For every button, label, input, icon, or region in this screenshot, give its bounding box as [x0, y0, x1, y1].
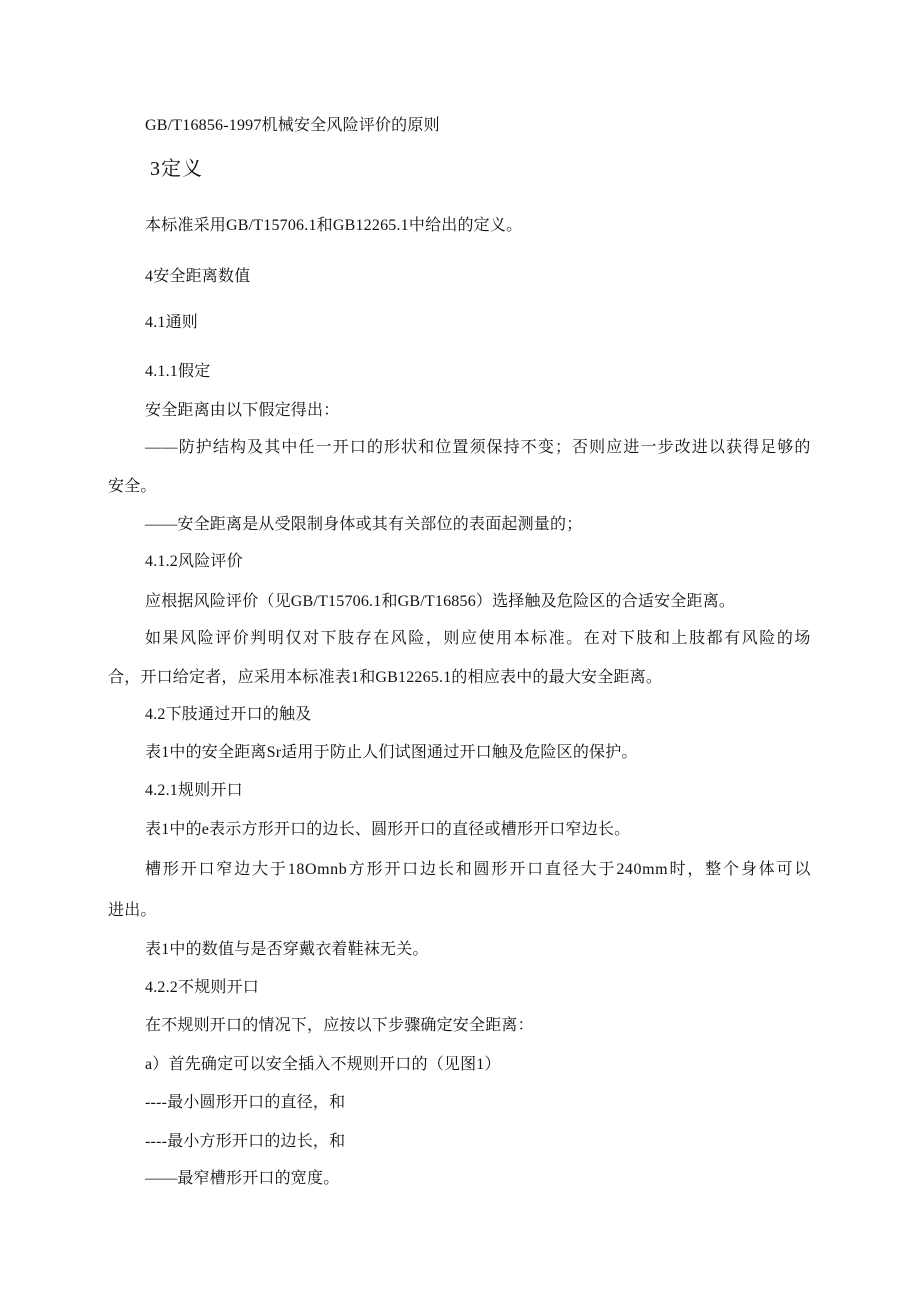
- section-4-2-heading: 4.2下肢通过开口的触及: [145, 706, 312, 723]
- section-4-1-heading: 4.1通则: [145, 314, 199, 331]
- section-4-2-1-paragraph-1: 表1中的e表示方形开口的边长、圆形开口的直径或槽形开口窄边长。: [145, 821, 631, 838]
- section-4-1-1-item-1-continued: 安全。: [108, 478, 157, 495]
- section-4-2-1-paragraph-3: 表1中的数值与是否穿戴衣着鞋袜无关。: [145, 941, 429, 958]
- step-a-item-square: ----最小方形开口的边长，和: [145, 1133, 346, 1150]
- section-4-1-2-paragraph-2: 如果风险评价判明仅对下肢存在风险，则应使用本标准。在对下肢和上肢都有风险的场: [145, 630, 811, 647]
- section-4-1-1-item-1: ——防护结构及其中任一开口的形状和位置须保持不变；否则应进一步改进以获得足够的: [145, 439, 811, 456]
- section-4-2-1-paragraph-2-continued: 进出。: [108, 902, 157, 919]
- section-3-heading: 3定义: [150, 158, 203, 180]
- section-4-1-1-intro: 安全距离由以下假定得出：: [145, 402, 340, 419]
- section-3-body: 本标准采用GB/T15706.1和GB12265.1中给出的定义。: [145, 217, 523, 234]
- section-4-1-2-paragraph-1: 应根据风险评价（见GB/T15706.1和GB/T16856）选择触及危险区的合适安全距离。: [145, 593, 736, 610]
- section-4-2-2-heading: 4.2.2不规则开口: [145, 979, 260, 996]
- step-a-item-circle: ----最小圆形开口的直径，和: [145, 1094, 346, 1111]
- section-4-heading: 4安全距离数值: [145, 268, 251, 285]
- section-4-2-paragraph: 表1中的安全距离Sr适用于防止人们试图通过开口触及危险区的保护。: [145, 744, 638, 761]
- section-4-1-1-item-2: ——安全距离是从受限制身体或其有关部位的表面起测量的；: [145, 516, 583, 533]
- section-4-2-2-step-a: a）首先确定可以安全插入不规则开口的（见图1）: [145, 1056, 501, 1073]
- section-4-1-2-paragraph-2-continued: 合，开口给定者，应采用本标准表1和GB12265.1的相应表中的最大安全距离。: [108, 669, 663, 686]
- section-4-1-1-heading: 4.1.1假定: [145, 363, 211, 380]
- section-4-2-1-heading: 4.2.1规则开口: [145, 782, 243, 799]
- section-4-2-2-paragraph: 在不规则开口的情况下，应按以下步骤确定安全距离：: [145, 1017, 534, 1034]
- step-a-item-slot: ——最窄槽形开口的宽度。: [145, 1170, 340, 1187]
- reference-standard-line: GB/T16856-1997机械安全风险评价的原则: [145, 117, 440, 134]
- section-4-1-2-heading: 4.1.2风险评价: [145, 553, 243, 570]
- section-4-2-1-paragraph-2: 槽形开口窄边大于18Omnb方形开口边长和圆形开口直径大于240mm时，整个身体可以: [145, 861, 811, 878]
